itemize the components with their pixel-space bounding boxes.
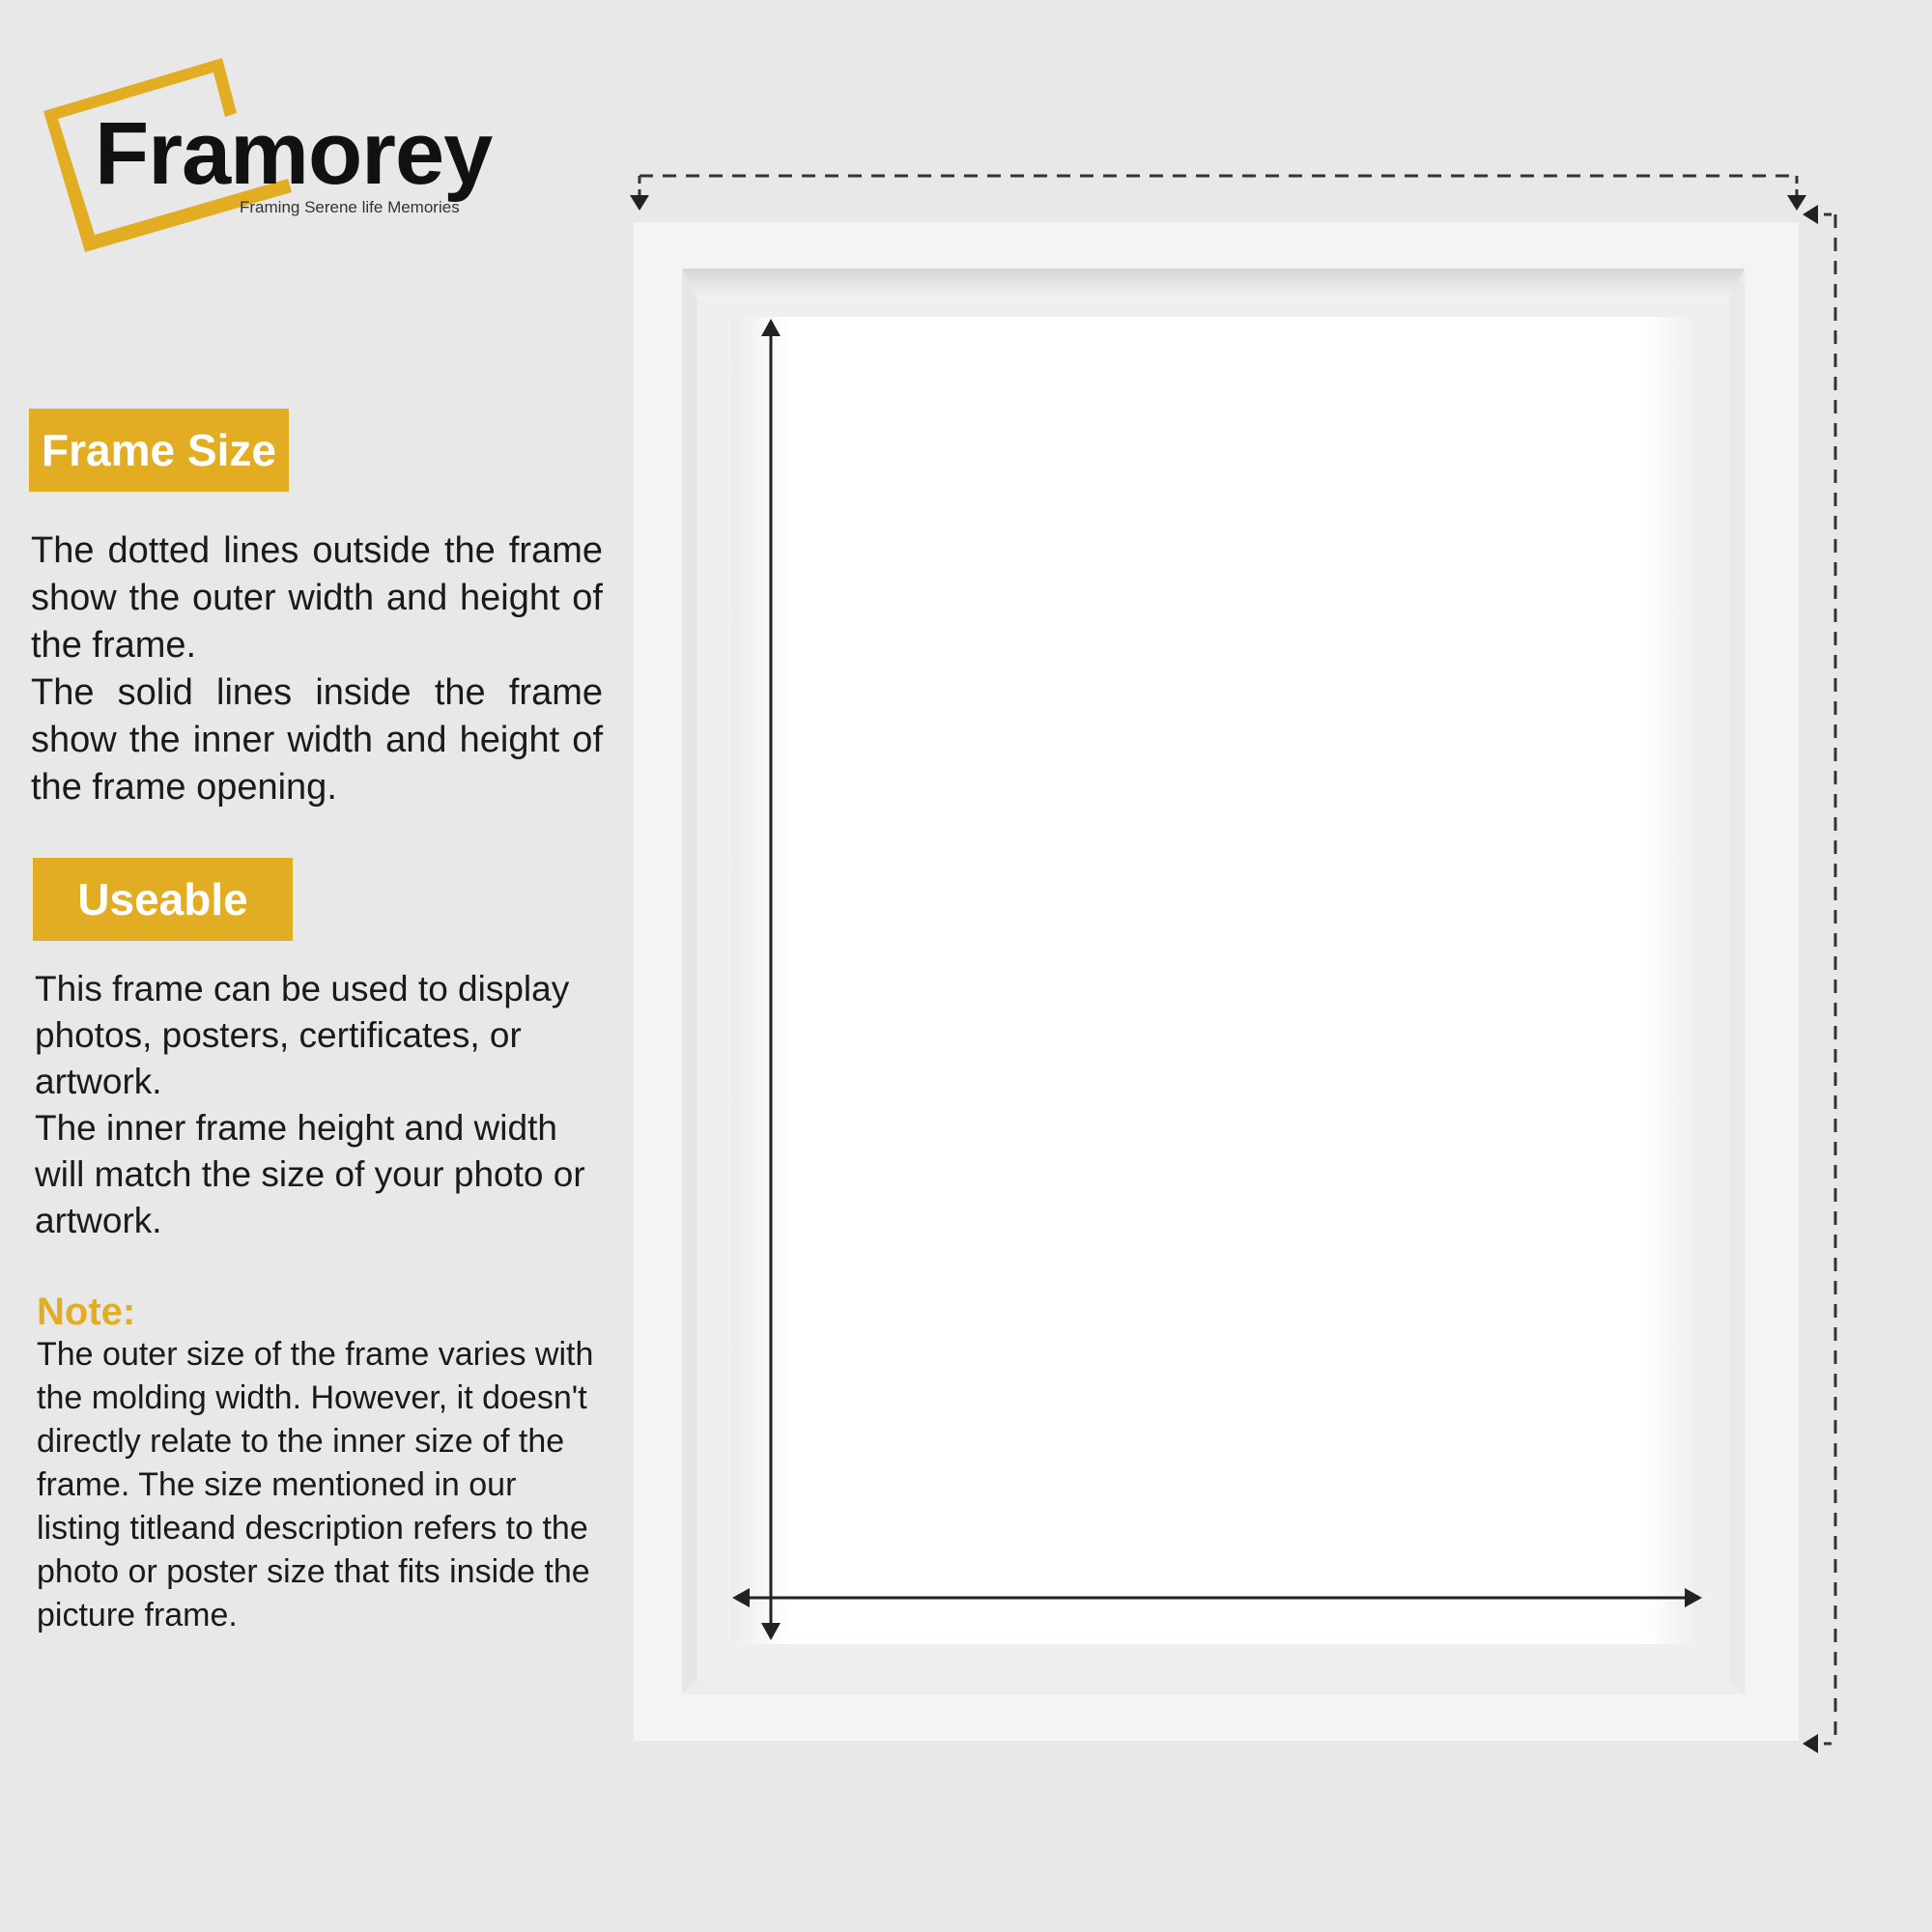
frame-bevel-top <box>682 269 1745 299</box>
note-paragraph: The outer size of the frame varies with the molding width. However, it doesn't directly relate to the inner size of the frame. The size mentioned in our listing titleand description refers to the photo or poster size that fits inside the picture frame. <box>37 1336 594 1634</box>
brand-name: Framorey <box>95 104 493 203</box>
outer-height-arrow-top-icon <box>1803 205 1818 224</box>
brand-logo <box>39 53 541 256</box>
frame-illustration <box>618 155 1855 1782</box>
frame-bevel-left <box>682 269 697 1694</box>
outer-height-arrow-bottom-icon <box>1803 1734 1818 1753</box>
outer-width-arrow-right-icon <box>1787 195 1806 211</box>
frame-size-paragraph-inner: The solid lines inside the frame show the inner width and height of the frame opening. <box>31 672 603 808</box>
useable-description <box>35 966 595 1244</box>
useable-paragraph-match: The inner frame height and width will match the size of your photo or artwork. <box>35 1108 585 1240</box>
note-heading: Note: <box>37 1291 136 1333</box>
frame-bevel-bottom <box>682 1679 1745 1694</box>
note-description <box>37 1333 607 1637</box>
frame-size-paragraph-outer: The dotted lines outside the frame show the outer width and height of the frame. <box>31 530 603 666</box>
useable-heading: Useable <box>33 858 293 941</box>
brand-tagline: Framing Serene life Memories <box>240 198 460 216</box>
frame-bevel-right <box>1729 269 1745 1694</box>
useable-paragraph-display: This frame can be used to display photos, posters, certificates, or artwork. <box>35 969 570 1101</box>
outer-width-arrow-left-icon <box>630 195 649 211</box>
frame-size-description <box>31 527 603 811</box>
outer-width-dotted-line <box>639 176 1797 201</box>
frame-size-heading: Frame Size <box>29 409 289 492</box>
frame-inner-opening <box>731 317 1703 1644</box>
outer-height-dotted-line <box>1810 214 1835 1744</box>
